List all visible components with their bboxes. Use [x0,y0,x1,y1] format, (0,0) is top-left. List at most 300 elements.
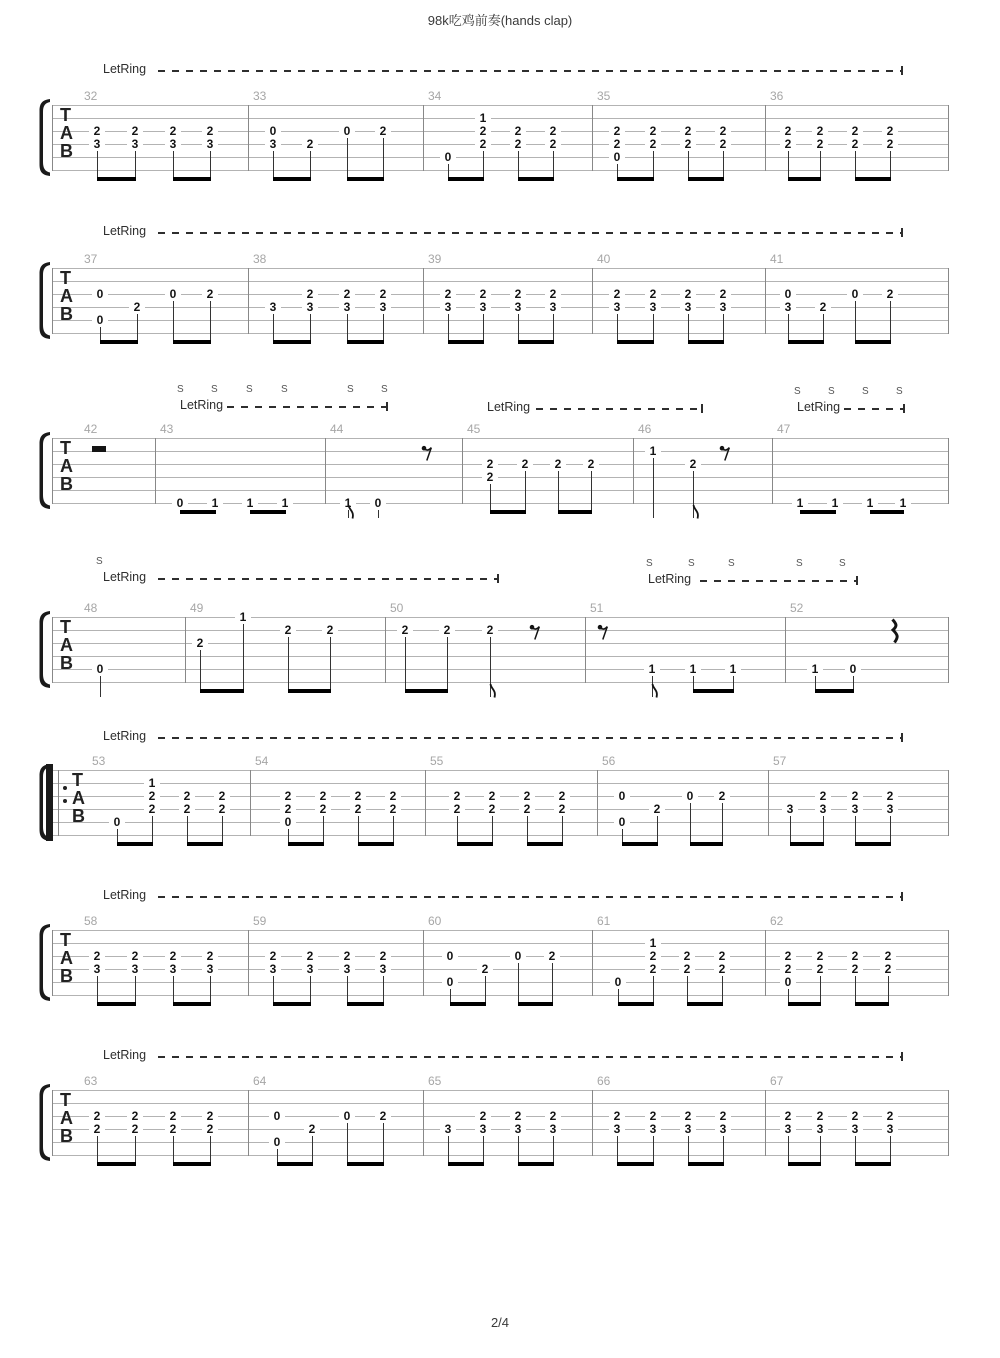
fret-number: 3 [545,301,561,314]
beam [855,177,891,181]
measure-number: 66 [597,1074,611,1088]
note-stem [347,1123,348,1166]
fret-number: 0 [682,790,698,803]
fret-number: 2 [583,458,599,471]
barline [423,930,424,996]
fret-number: 0 [265,125,281,138]
beam [855,340,891,344]
barline [248,105,249,171]
fret-number: 2 [780,138,796,151]
fret-number: 2 [519,803,535,816]
fret-number: 2 [202,288,218,301]
beam [448,177,484,181]
tab-clef-letter: B [60,474,73,494]
fret-number: 3 [545,1123,561,1136]
tab-clef-letter: T [60,438,71,458]
barline [425,770,426,836]
fret-number: 2 [880,963,896,976]
slide-mark: S [177,384,184,395]
beam [173,1162,211,1166]
fret-number: 2 [847,1110,863,1123]
tab-clef-letter: B [60,966,73,986]
staff-bracket [36,260,51,341]
beam [448,1162,484,1166]
fret-number: 2 [89,125,105,138]
fret-number: 0 [442,976,458,989]
fret-number: 3 [680,301,696,314]
measure-number: 48 [84,601,98,615]
fret-number: 3 [202,138,218,151]
letring-dashes [536,408,701,410]
fret-number: 3 [265,138,281,151]
barline [765,1090,766,1156]
note-stem [690,803,691,846]
fret-number: 3 [265,301,281,314]
fret-number: 2 [815,301,831,314]
fret-number: 2 [815,790,831,803]
slide-mark: S [211,384,218,395]
eighth-flag-icon [348,505,356,519]
fret-number: 2 [645,1110,661,1123]
beam [788,1162,821,1166]
fret-number: 2 [127,950,143,963]
fret-number: 2 [545,125,561,138]
letring-dashes [158,578,497,580]
fret-number: 0 [610,976,626,989]
fret-number: 2 [545,138,561,151]
fret-number: 3 [882,1123,898,1136]
tab-clef-letter: A [60,1108,73,1128]
slide-mark: S [828,386,835,397]
measure-number: 54 [255,754,269,768]
fret-number: 2 [202,1123,218,1136]
fret-number: 2 [685,458,701,471]
beam [622,842,658,846]
fret-number: 2 [847,950,863,963]
beam [788,1002,821,1006]
fret-number: 2 [812,950,828,963]
tab-clef-letter: A [60,286,73,306]
fret-number: 2 [609,1110,625,1123]
fret-number: 2 [645,288,661,301]
quarter-rest [888,619,902,645]
fret-number: 0 [269,1136,285,1149]
fret-number: 2 [880,950,896,963]
letring-end-tick [497,574,499,583]
measure-number: 62 [770,914,784,928]
fret-number: 2 [680,288,696,301]
tab-clef-letter: B [60,141,73,161]
fret-number: 3 [510,1123,526,1136]
fret-number: 1 [644,663,660,676]
fret-number: 2 [280,624,296,637]
fret-number: 0 [609,151,625,164]
start-barline [52,105,53,171]
fret-number: 2 [440,288,456,301]
note-stem [890,301,891,344]
letring-end-tick [901,892,903,901]
fret-number: 3 [780,1123,796,1136]
fret-number: 2 [144,803,160,816]
fret-number: 3 [302,963,318,976]
eighth-rest [597,623,609,640]
fret-number: 3 [375,963,391,976]
fret-number: 2 [179,803,195,816]
staff-line [52,1142,948,1143]
fret-number: 2 [680,125,696,138]
fret-number: 1 [895,497,911,510]
measure-number: 34 [428,89,442,103]
fret-number: 2 [385,790,401,803]
repeat-dot [63,799,67,803]
measure-number: 56 [602,754,616,768]
slide-mark: S [96,556,103,567]
beam [687,1002,723,1006]
tab-clef-letter: B [60,304,73,324]
slide-mark: S [839,558,846,569]
measure-number: 63 [84,1074,98,1088]
fret-number: 2 [280,790,296,803]
barline [765,268,766,334]
fret-number: 2 [679,963,695,976]
beam [558,510,592,514]
fret-number: 3 [165,963,181,976]
barline [592,105,593,171]
fret-number: 2 [715,125,731,138]
fret-number: 2 [645,963,661,976]
fret-number: 1 [235,611,251,624]
fret-number: 2 [484,790,500,803]
eighth-flag-icon [693,505,701,519]
staff-bracket [36,97,51,178]
measure-number: 49 [190,601,204,615]
fret-number: 2 [315,790,331,803]
repeat-barline-thick [46,764,53,841]
fret-number: 3 [265,963,281,976]
tab-clef-letter: T [60,268,71,288]
barline [768,770,769,836]
beam [855,842,891,846]
fret-number: 2 [477,963,493,976]
note-stem [200,650,201,693]
fret-number: 2 [679,950,695,963]
fret-number: 1 [277,497,293,510]
fret-number: 2 [265,950,281,963]
beam [490,510,526,514]
end-barline [948,105,949,171]
fret-number: 0 [172,497,188,510]
beam [688,340,724,344]
fret-number: 3 [440,1123,456,1136]
fret-number: 2 [714,950,730,963]
fret-number: 1 [827,497,843,510]
fret-number: 2 [129,301,145,314]
measure-number: 61 [597,914,611,928]
fret-number: 2 [714,963,730,976]
fret-number: 2 [397,624,413,637]
page-indicator: 2/4 [490,1315,510,1330]
beam [117,842,153,846]
letring-dashes [158,70,901,72]
measure-number: 52 [790,601,804,615]
measure-number: 57 [773,754,787,768]
fret-number: 1 [144,777,160,790]
fret-number: 2 [680,138,696,151]
measure-number: 43 [160,422,174,436]
tab-clef-letter: B [72,806,85,826]
beam [347,340,384,344]
note-stem [405,637,406,693]
measure-number: 39 [428,252,442,266]
fret-number: 2 [510,288,526,301]
fret-number: 2 [214,803,230,816]
letring-dashes [158,232,901,234]
beam [448,340,484,344]
measure-number: 42 [84,422,98,436]
barline [772,438,773,504]
fret-number: 2 [302,950,318,963]
beam [288,689,331,693]
fret-number: 2 [715,138,731,151]
start-barline [52,1090,53,1156]
slide-mark: S [646,558,653,569]
fret-number: 2 [609,288,625,301]
fret-number: 2 [439,624,455,637]
beam [617,1162,654,1166]
fret-number: 3 [645,1123,661,1136]
measure-number: 58 [84,914,98,928]
staff-line [52,490,948,491]
fret-number: 3 [715,301,731,314]
letring-dashes [844,408,903,410]
beam [618,1002,654,1006]
fret-number: 0 [780,976,796,989]
fret-number: 2 [484,803,500,816]
measure-number: 50 [390,601,404,615]
fret-number: 3 [645,301,661,314]
letring-dashes [158,1056,901,1058]
fret-number: 1 [645,937,661,950]
fret-number: 2 [545,1110,561,1123]
fret-number: 3 [440,301,456,314]
fret-number: 0 [109,816,125,829]
note-stem [447,637,448,693]
fret-number: 1 [792,497,808,510]
letring-label: LetRing [103,224,147,238]
fret-number: 2 [304,1123,320,1136]
tab-clef-letter: A [60,635,73,655]
staff-bracket [36,430,51,511]
barline [248,930,249,996]
fret-number: 2 [882,138,898,151]
note-stem [591,471,592,514]
barline [423,105,424,171]
staff-line [52,170,948,171]
end-barline [948,268,949,334]
beam [688,177,724,181]
end-barline [948,930,949,996]
end-barline [948,617,949,683]
barline [248,1090,249,1156]
fret-number: 2 [89,950,105,963]
tab-clef-letter: T [60,617,71,637]
tab-clef-letter: A [60,948,73,968]
fret-number: 2 [375,1110,391,1123]
fret-number: 2 [715,1110,731,1123]
fret-number: 2 [89,1110,105,1123]
fret-number: 0 [339,1110,355,1123]
fret-number: 2 [649,803,665,816]
eighth-rest [529,623,541,640]
staff-line [52,157,948,158]
fret-number: 3 [89,138,105,151]
fret-number: 3 [815,803,831,816]
tab-clef-letter: T [60,1090,71,1110]
fret-number: 0 [845,663,861,676]
fret-number: 2 [715,288,731,301]
fret-number: 2 [780,963,796,976]
start-barline [52,438,53,504]
barline [585,617,586,683]
fret-number: 2 [214,790,230,803]
staff-bracket [36,609,51,690]
fret-number: 0 [280,816,296,829]
fret-number: 2 [449,803,465,816]
note-stem [383,1123,384,1166]
fret-number: 2 [882,288,898,301]
fret-number: 2 [517,458,533,471]
staff-line [52,451,948,452]
fret-number: 2 [375,125,391,138]
staff-line [52,770,948,771]
measure-number: 33 [253,89,267,103]
staff-line [52,630,948,631]
beam [788,177,821,181]
beam [855,1002,889,1006]
beam [97,177,136,181]
note-stem [210,301,211,344]
fret-number: 2 [645,125,661,138]
fret-number: 2 [165,125,181,138]
fret-number: 2 [510,138,526,151]
beam [870,510,904,514]
fret-number: 2 [350,803,366,816]
note-stem [855,301,856,344]
fret-number: 0 [442,950,458,963]
letring-label: LetRing [797,400,841,414]
measure-number: 64 [253,1074,267,1088]
note-stem [330,637,331,693]
tab-clef-letter: A [60,123,73,143]
fret-number: 2 [545,288,561,301]
slide-mark: S [862,386,869,397]
fret-number: 2 [812,125,828,138]
fret-number: 3 [609,301,625,314]
fret-number: 2 [202,950,218,963]
staff-line [52,643,948,644]
fret-number: 1 [645,445,661,458]
fret-number: 2 [350,790,366,803]
staff-line [52,656,948,657]
measure-number: 32 [84,89,98,103]
fret-number: 1 [685,663,701,676]
fret-number: 2 [482,624,498,637]
fret-number: 3 [127,963,143,976]
end-barline [948,1090,949,1156]
fret-number: 3 [780,301,796,314]
end-barline [948,770,949,836]
beam [358,842,394,846]
beam [518,1162,554,1166]
beam [457,842,493,846]
fret-number: 0 [847,288,863,301]
repeat-dot [63,786,67,790]
measure-number: 36 [770,89,784,103]
barline [155,438,156,504]
beam [693,689,734,693]
staff-line [52,281,948,282]
beam [180,510,216,514]
staff-line [52,943,948,944]
measure-number: 53 [92,754,106,768]
staff-line [52,307,948,308]
letring-end-tick [386,402,388,411]
tab-clef-letter: A [60,456,73,476]
fret-number: 2 [780,1110,796,1123]
fret-number: 2 [812,138,828,151]
fret-number: 0 [780,288,796,301]
fret-number: 2 [475,138,491,151]
fret-number: 2 [302,138,318,151]
slide-mark: S [347,384,354,395]
fret-number: 2 [645,950,661,963]
fret-number: 2 [89,1123,105,1136]
measure-number: 35 [597,89,611,103]
beam [800,510,836,514]
beam [173,177,211,181]
barline [462,438,463,504]
fret-number: 2 [179,790,195,803]
slide-mark: S [796,558,803,569]
beam [273,340,311,344]
staff-line [52,1103,948,1104]
beam [518,1002,553,1006]
measure-number: 51 [590,601,604,615]
fret-number: 2 [127,1123,143,1136]
staff-line [52,1090,948,1091]
fret-number: 2 [554,790,570,803]
fret-number: 2 [882,1110,898,1123]
note-stem [558,471,559,514]
measure-number: 46 [638,422,652,436]
note-stem [288,637,289,693]
fret-number: 3 [609,1123,625,1136]
start-barline [52,617,53,683]
barline [633,438,634,504]
fret-number: 2 [375,950,391,963]
fret-number: 1 [807,663,823,676]
fret-number: 2 [780,125,796,138]
fret-number: 2 [482,458,498,471]
fret-number: 3 [847,803,863,816]
staff-line [52,268,948,269]
beam [200,689,244,693]
eighth-rest [719,444,731,461]
tab-clef-letter: T [72,770,83,790]
fret-number: 0 [614,816,630,829]
fret-number: 1 [340,497,356,510]
page-title: 98k吃鸡前奏(hands clap) [427,13,573,28]
